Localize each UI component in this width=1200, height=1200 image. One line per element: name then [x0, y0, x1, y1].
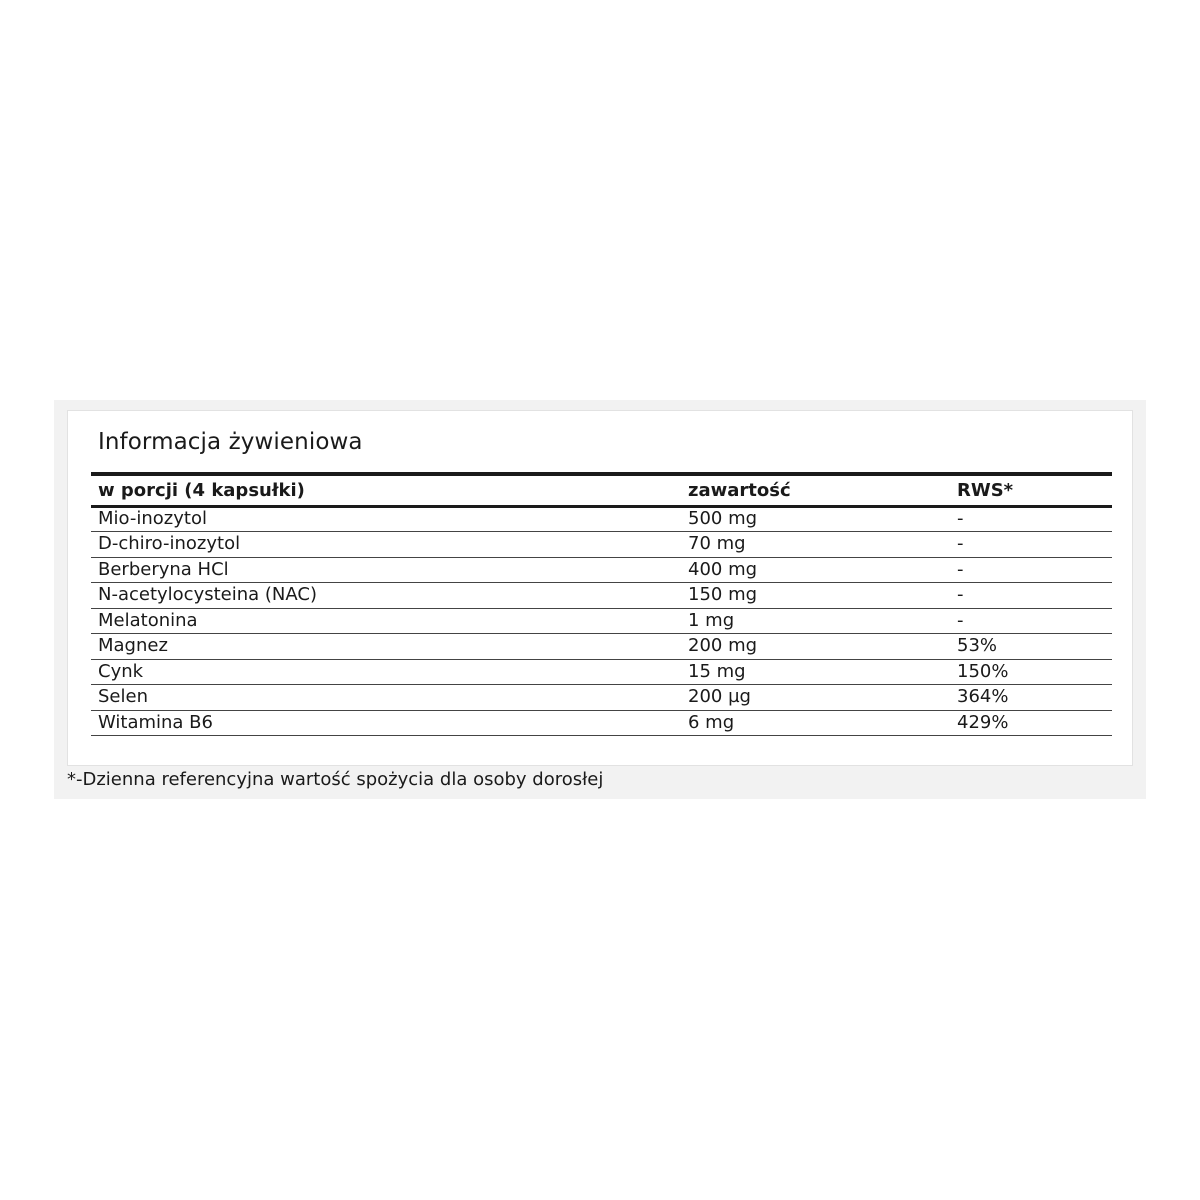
header-amount: zawartość	[681, 474, 950, 506]
table-row	[91, 583, 1112, 609]
ingredient-amount: 500 mg	[681, 506, 950, 532]
table-row	[91, 608, 1112, 634]
ingredient-rws: -	[950, 583, 1112, 609]
ingredient-amount: 70 mg	[681, 532, 950, 558]
ingredient-amount: 150 mg	[681, 583, 950, 609]
table-row	[91, 710, 1112, 736]
table-row	[91, 685, 1112, 711]
nutrition-table	[91, 472, 1112, 736]
ingredient-name: Witamina B6	[91, 710, 681, 736]
ingredient-rws: 53%	[950, 634, 1112, 660]
header-serving: w porcji (4 kapsułki)	[91, 474, 681, 506]
ingredient-name: Selen	[91, 685, 681, 711]
ingredient-rws: -	[950, 608, 1112, 634]
header-rws: RWS*	[950, 474, 1112, 506]
ingredient-rws: 429%	[950, 710, 1112, 736]
ingredient-name: Mio-inozytol	[91, 506, 681, 532]
table-row	[91, 532, 1112, 558]
nutrition-card	[67, 410, 1133, 766]
ingredient-rws: 364%	[950, 685, 1112, 711]
ingredient-rws: -	[950, 532, 1112, 558]
table-row	[91, 659, 1112, 685]
ingredient-name: N-acetylocysteina (NAC)	[91, 583, 681, 609]
ingredient-amount: 15 mg	[681, 659, 950, 685]
footnote: *-Dzienna referencyjna wartość spożycia dla osoby dorosłej	[67, 769, 604, 790]
table-row	[91, 506, 1112, 532]
nutrition-title: Informacja żywieniowa	[98, 429, 363, 455]
table-row	[91, 557, 1112, 583]
ingredient-name: Melatonina	[91, 608, 681, 634]
ingredient-amount: 6 mg	[681, 710, 950, 736]
ingredient-amount: 1 mg	[681, 608, 950, 634]
table-row	[91, 634, 1112, 660]
ingredient-rws: -	[950, 557, 1112, 583]
ingredient-rws: 150%	[950, 659, 1112, 685]
ingredient-name: Cynk	[91, 659, 681, 685]
ingredient-amount: 200 µg	[681, 685, 950, 711]
ingredient-amount: 400 mg	[681, 557, 950, 583]
ingredient-rws: -	[950, 506, 1112, 532]
nutrition-panel	[54, 400, 1146, 799]
ingredient-name: Berberyna HCl	[91, 557, 681, 583]
ingredient-name: Magnez	[91, 634, 681, 660]
ingredient-amount: 200 mg	[681, 634, 950, 660]
table-header-row	[91, 474, 1112, 506]
ingredient-name: D-chiro-inozytol	[91, 532, 681, 558]
